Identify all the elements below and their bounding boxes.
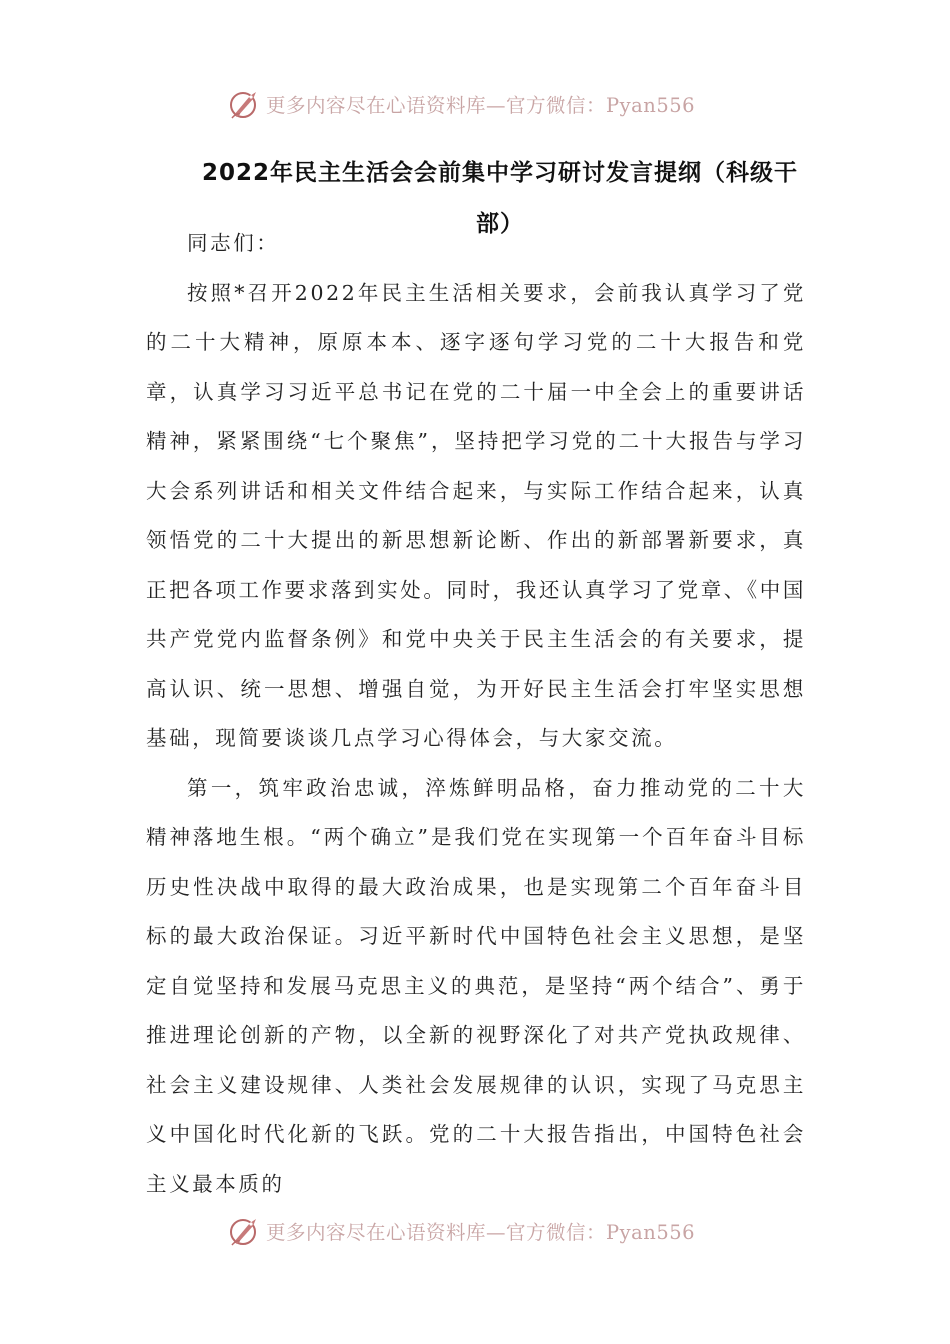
pen-nib-logo-icon bbox=[228, 87, 262, 121]
watermark-banner-bottom bbox=[228, 1211, 748, 1251]
pen-nib-logo-icon bbox=[228, 1214, 262, 1248]
paragraph: 按照*召开2022年民主生活相关要求，会前我认真学习了党的二十大精神，原原本本、逐字逐句学习党的二十大报告和党章，认真学习习近平总书记在党的二十届一中全会上的重要讲话精神，紧紧围绕“七个聚焦”，坚持把学习党的二十大报告与学习大会系列讲话和相关文件结合起来，与实际工作结合起来，认真领悟党的二十大提出的新思想新论断、作出的新部署新要求，真正把各项工作要求落到实处。同时，我还认真学习了党章、《中国共产党党内监督条例》和党中央关于民主生活会的有关要求，提高认识、统一思想、增强自觉，为开好民主生活会打牢坚实思想基础，现简要谈谈几点学习心得体会，与大家交流。 bbox=[146, 280, 806, 750]
paragraph: 第一，筑牢政治忠诚，淬炼鲜明品格，奋力推动党的二十大精神落地生根。“两个确立”是我们党在实现第一个百年奋斗目标历史性决战中取得的最大政治成果，也是实现第二个百年奋斗目标的最大政治保证。习近平新时代中国特色社会主义思想，是坚定自觉坚持和发展马克思主义的典范，是坚持“两个结合”、勇于推进理论创新的产物，以全新的视野深化了对共产党执政规律、社会主义建设规律、人类社会发展规律的认识，实现了马克思主义中国化时代化新的飞跃。党的二十大报告指出，中国特色社会主义最本质的 bbox=[146, 775, 806, 1196]
document-body bbox=[146, 219, 806, 1209]
watermark-text: 更多内容尽在心语资料库—官方微信：Pyan556 bbox=[266, 94, 696, 117]
document-title: 2022年民主生活会会前集中学习研讨发言提纲（科级干部） bbox=[201, 160, 798, 237]
watermark-text: 更多内容尽在心语资料库—官方微信：Pyan556 bbox=[266, 1221, 696, 1244]
watermark-banner-top bbox=[228, 84, 748, 124]
salutation: 同志们： bbox=[187, 231, 280, 255]
